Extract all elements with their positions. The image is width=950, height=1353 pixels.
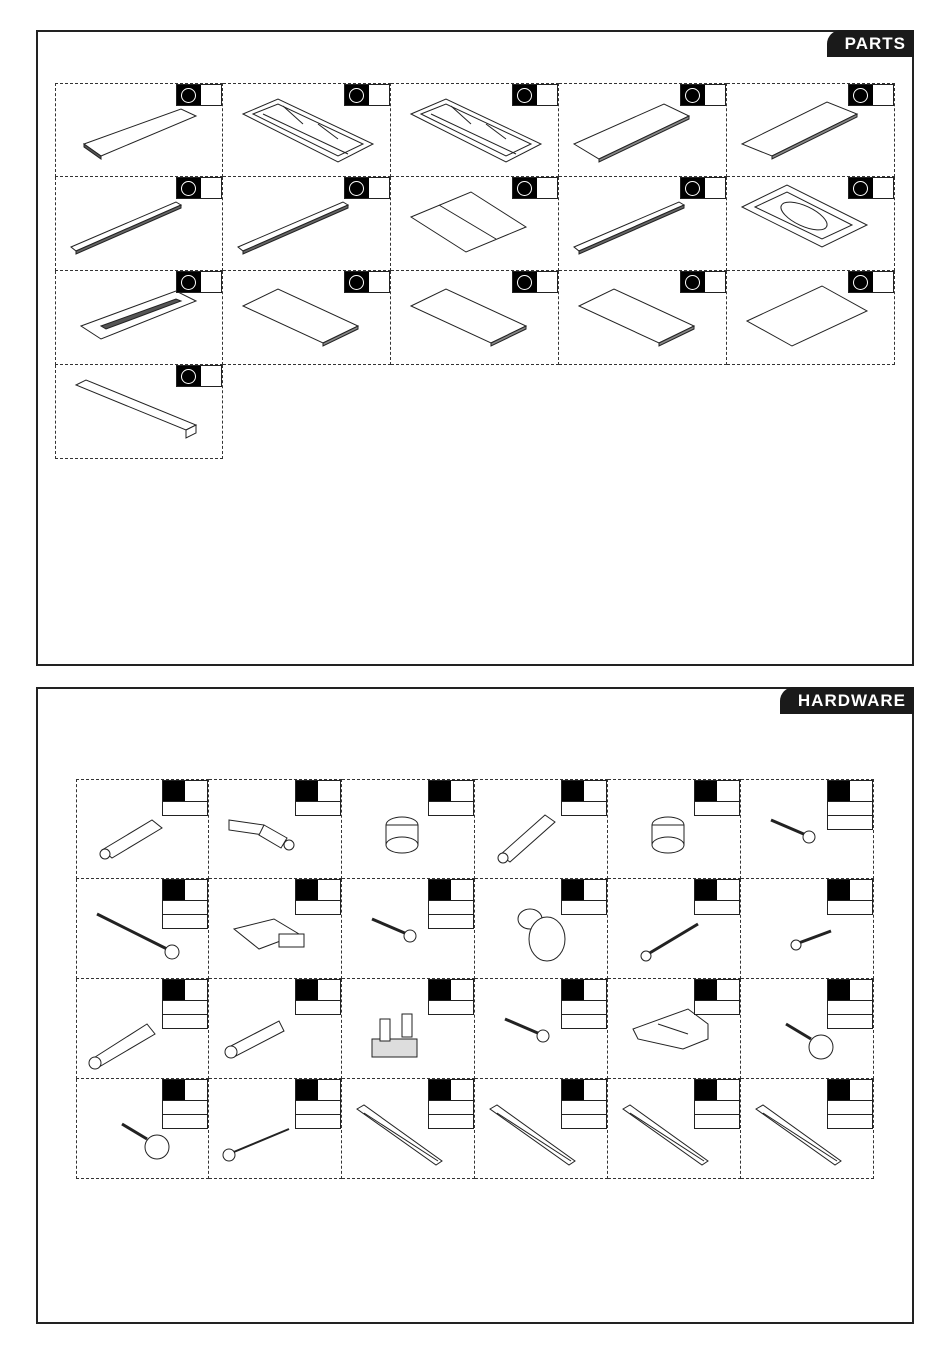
circle-icon	[181, 369, 196, 384]
hardware-cell	[608, 779, 741, 879]
circle-icon	[349, 275, 364, 290]
part-cell	[559, 177, 727, 271]
hardware-tab: HARDWARE	[780, 687, 914, 714]
circle-icon	[853, 88, 868, 103]
part-cell	[223, 83, 391, 177]
hardware-cell	[209, 979, 342, 1079]
hardware-id-badge	[694, 979, 740, 1015]
hardware-cell	[475, 1079, 608, 1179]
hardware-id-badge	[162, 879, 208, 929]
hardware-id-badge	[295, 1079, 341, 1129]
part-cell	[391, 83, 559, 177]
part-id-badge	[512, 177, 558, 199]
hardware-cell	[608, 1079, 741, 1179]
circle-icon	[517, 181, 532, 196]
part-id-badge	[344, 84, 390, 106]
part-id-badge	[176, 84, 222, 106]
hardware-section	[36, 687, 914, 1324]
part-cell	[727, 177, 895, 271]
parts-section	[36, 30, 914, 666]
part-cell	[223, 271, 391, 365]
part-id-badge	[176, 271, 222, 293]
circle-icon	[853, 275, 868, 290]
part-id-badge	[344, 271, 390, 293]
part-id-badge	[176, 177, 222, 199]
hardware-cell	[475, 979, 608, 1079]
circle-icon	[181, 275, 196, 290]
circle-icon	[181, 181, 196, 196]
part-id-badge	[512, 84, 558, 106]
hardware-cell	[475, 879, 608, 979]
hardware-id-badge	[428, 879, 474, 929]
part-id-badge	[848, 177, 894, 199]
hardware-cell	[741, 779, 874, 879]
hardware-id-badge	[295, 979, 341, 1015]
hardware-id-badge	[561, 979, 607, 1029]
circle-icon	[685, 275, 700, 290]
hardware-id-badge	[827, 979, 873, 1029]
hardware-id-badge	[827, 1079, 873, 1129]
hardware-id-badge	[694, 780, 740, 816]
circle-icon	[685, 88, 700, 103]
hardware-cell	[76, 879, 209, 979]
part-cell	[559, 271, 727, 365]
hardware-id-badge	[162, 780, 208, 816]
part-id-badge	[680, 271, 726, 293]
hardware-cell	[608, 879, 741, 979]
part-cell	[559, 83, 727, 177]
part-cell	[727, 83, 895, 177]
hardware-cell	[608, 979, 741, 1079]
circle-icon	[517, 275, 532, 290]
hardware-id-badge	[295, 879, 341, 915]
circle-icon	[349, 181, 364, 196]
part-cell	[727, 271, 895, 365]
circle-icon	[349, 88, 364, 103]
part-id-badge	[344, 177, 390, 199]
part-cell	[223, 177, 391, 271]
hardware-id-badge	[428, 1079, 474, 1129]
part-id-badge	[512, 271, 558, 293]
hardware-id-badge	[561, 780, 607, 816]
part-cell	[391, 271, 559, 365]
hardware-cell	[209, 779, 342, 879]
hardware-cell	[741, 1079, 874, 1179]
hardware-id-badge	[694, 1079, 740, 1129]
hardware-cell	[209, 879, 342, 979]
hardware-id-badge	[295, 780, 341, 816]
part-cell	[55, 271, 223, 365]
part-cell	[391, 177, 559, 271]
hardware-cell	[76, 1079, 209, 1179]
part-id-badge	[680, 84, 726, 106]
part-id-badge	[176, 365, 222, 387]
hardware-id-badge	[827, 879, 873, 915]
circle-icon	[685, 181, 700, 196]
hardware-id-badge	[428, 780, 474, 816]
hardware-cell	[741, 979, 874, 1079]
hardware-cell	[741, 879, 874, 979]
hardware-cell	[342, 979, 475, 1079]
hardware-id-badge	[827, 780, 873, 830]
circle-icon	[853, 181, 868, 196]
part-id-badge	[848, 84, 894, 106]
hardware-cell	[76, 779, 209, 879]
hardware-id-badge	[162, 979, 208, 1029]
hardware-cell	[76, 979, 209, 1079]
hardware-cell	[342, 1079, 475, 1179]
part-cell	[55, 365, 223, 459]
hardware-id-badge	[162, 1079, 208, 1129]
parts-tab: PARTS	[827, 30, 914, 57]
part-cell	[55, 83, 223, 177]
hardware-id-badge	[561, 1079, 607, 1129]
part-id-badge	[848, 271, 894, 293]
hardware-id-badge	[428, 979, 474, 1015]
part-cell	[55, 177, 223, 271]
hardware-cell	[342, 779, 475, 879]
part-id-badge	[680, 177, 726, 199]
circle-icon	[181, 88, 196, 103]
hardware-cell	[209, 1079, 342, 1179]
hardware-cell	[475, 779, 608, 879]
circle-icon	[517, 88, 532, 103]
hardware-id-badge	[561, 879, 607, 915]
hardware-cell	[342, 879, 475, 979]
hardware-id-badge	[694, 879, 740, 915]
